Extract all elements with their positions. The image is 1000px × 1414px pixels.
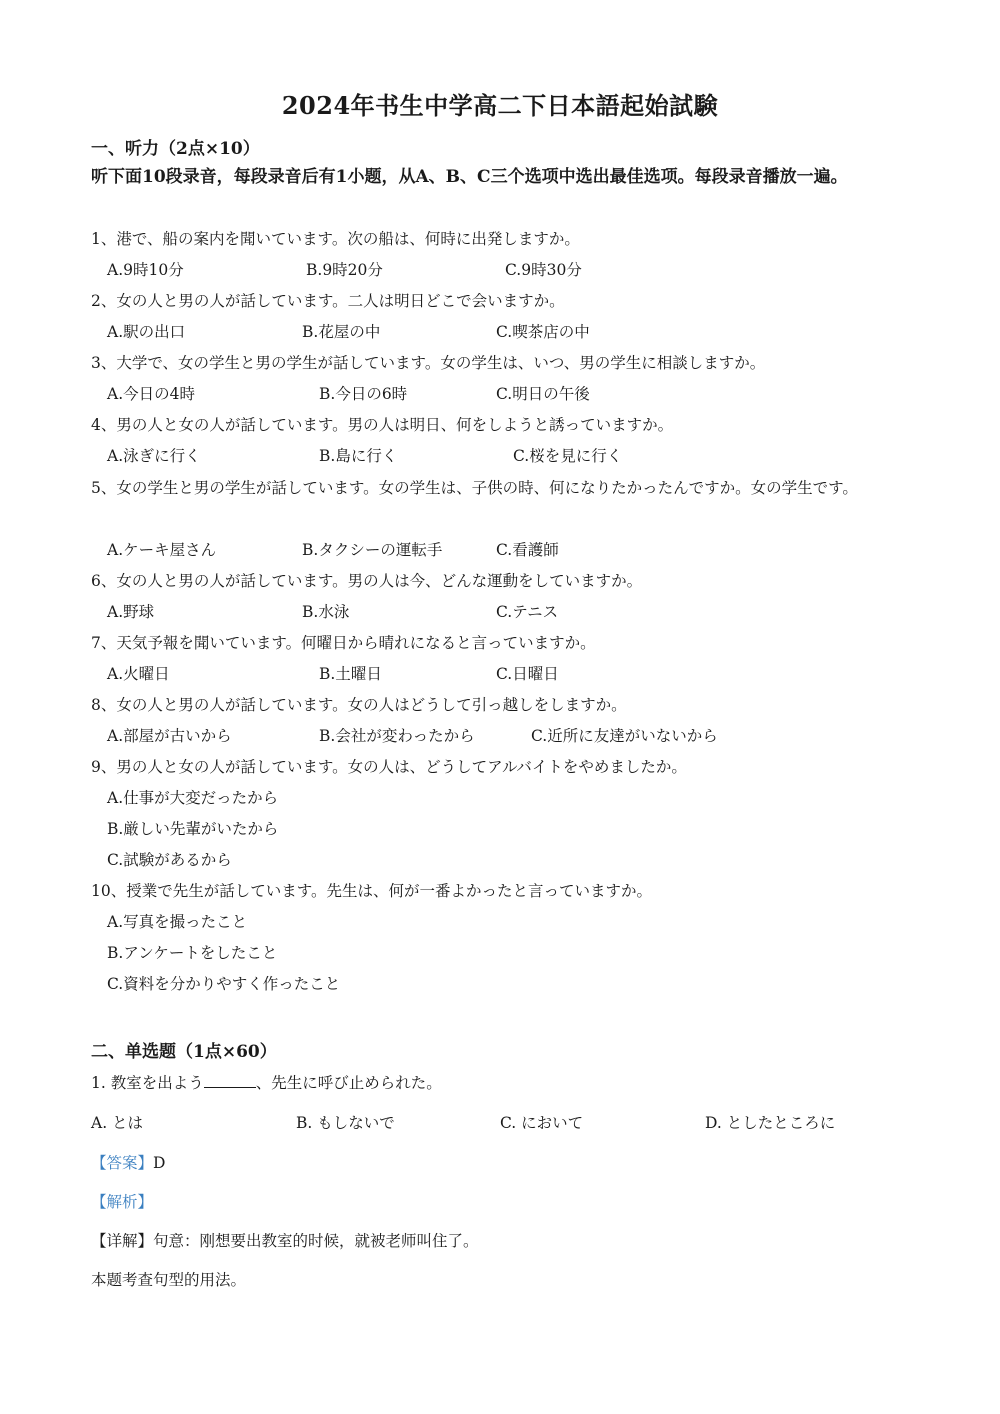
q5-option-a: A.ケーキ屋さん <box>107 541 217 559</box>
q9-option-a: A.仕事が大変だったから <box>107 789 279 807</box>
q8-option-a: A.部屋が古いから <box>107 727 232 745</box>
q5-option-b: B.タクシーの運転手 <box>302 541 443 559</box>
explanation-note: 本题考查句型的用法。 <box>91 1271 247 1289</box>
choice-q1-option-c: C. において <box>500 1114 584 1132</box>
choice-question-1-after: 、先生に呼び止められた。 <box>255 1074 442 1092</box>
q1-option-b: B.9時20分 <box>306 261 383 279</box>
q8-option-c: C.近所に友達がいないから <box>531 727 718 745</box>
listening-question-10: 10、授業で先生が話しています。先生は、何が一番よかったと言っていますか。 <box>91 882 652 900</box>
analysis-tag: 【解析】 <box>91 1193 154 1211</box>
listening-question-1: 1、港で、船の案内を聞いています。次の船は、何時に出発しますか。 <box>91 230 580 248</box>
answer-line <box>91 1151 165 1173</box>
q10-option-b: B.アンケートをしたこと <box>107 944 278 962</box>
analysis-line <box>91 1190 153 1212</box>
q9-option-c: C.試験があるから <box>107 851 232 869</box>
q6-option-b: B.水泳 <box>302 603 350 621</box>
q3-option-a: A.今日の4時 <box>107 385 195 403</box>
q6-option-a: A.野球 <box>107 603 155 621</box>
q5-option-c: C.看護師 <box>496 541 559 559</box>
q6-option-c: C.テニス <box>496 603 559 621</box>
q4-option-c: C.桜を見に行く <box>513 447 623 465</box>
listening-question-9: 9、男の人と女の人が話しています。女の人は、どうしてアルバイトをやめましたか。 <box>91 758 687 776</box>
choice-question-1-before: 1. 教室を出よう <box>91 1074 204 1092</box>
listening-question-4: 4、男の人と女の人が話しています。男の人は明日、何をしようと誘っていますか。 <box>91 416 674 434</box>
q3-option-c: C.明日の午後 <box>496 385 590 403</box>
listening-question-6: 6、女の人と男の人が話しています。男の人は今、どんな運動をしていますか。 <box>91 572 643 590</box>
q10-option-c: C.資料を分かりやすく作ったこと <box>107 975 341 993</box>
listening-question-3: 3、大学で、女の学生と男の学生が話しています。女の学生は、いつ、男の学生に相談しますか。 <box>91 354 766 372</box>
q10-option-a: A.写真を撮ったこと <box>107 913 248 931</box>
q7-option-c: C.日曜日 <box>496 665 559 683</box>
section2-heading: 二、单选题（1点×60） <box>91 1042 277 1062</box>
choice-q1-option-d: D. としたところに <box>705 1114 836 1132</box>
answer-value: D <box>153 1154 166 1172</box>
listening-question-7: 7、天気予報を聞いています。何曜日から晴れになると言っていますか。 <box>91 634 596 652</box>
q7-option-b: B.土曜日 <box>319 665 382 683</box>
q2-option-a: A.駅の出口 <box>107 323 186 341</box>
answer-tag: 【答案】 <box>91 1154 154 1172</box>
q3-option-b: B.今日の6時 <box>319 385 408 403</box>
q4-option-b: B.島に行く <box>319 447 398 465</box>
section1-heading: 一、听力（2点×10） <box>91 139 260 159</box>
choice-question-1 <box>91 1071 442 1093</box>
listening-question-8: 8、女の人と男の人が話しています。女の人はどうして引っ越しをしますか。 <box>91 696 627 714</box>
q4-option-a: A.泳ぎに行く <box>107 447 201 465</box>
q2-option-c: C.喫茶店の中 <box>496 323 590 341</box>
answer-blank <box>204 1074 256 1088</box>
detail-explanation: 【详解】句意：刚想要出教室的时候，就被老师叫住了。 <box>91 1232 479 1250</box>
q2-option-b: B.花屋の中 <box>302 323 381 341</box>
q9-option-b: B.厳しい先輩がいたから <box>107 820 279 838</box>
q7-option-a: A.火曜日 <box>107 665 170 683</box>
choice-q1-option-a: A. とは <box>91 1114 144 1132</box>
choice-q1-option-b: B. もしないで <box>296 1114 395 1132</box>
listening-question-5: 5、女の学生と男の学生が話しています。女の学生は、子供の時、何になりたかったんですか。女の学生です。 <box>91 479 858 497</box>
q1-option-a: A.9時10分 <box>107 261 184 279</box>
listening-question-2: 2、女の人と男の人が話しています。二人は明日どこで会いますか。 <box>91 292 565 310</box>
section1-instruction: 听下面10段录音，每段录音后有1小题，从A、B、C三个选项中选出最佳选项。每段录音播放一遍。 <box>91 167 848 187</box>
q1-option-c: C.9時30分 <box>505 261 582 279</box>
q8-option-b: B.会社が変わったから <box>319 727 475 745</box>
exam-title: 2024年书生中学高二下日本語起始試験 <box>281 91 719 120</box>
